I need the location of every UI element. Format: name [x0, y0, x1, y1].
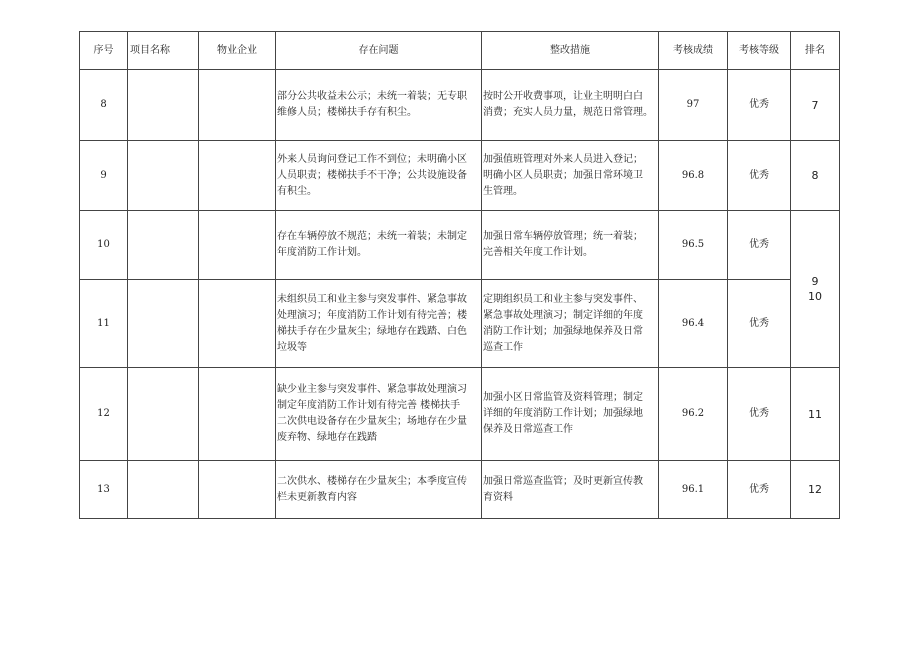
grade-cell: 优秀: [728, 211, 791, 280]
company-cell: [199, 141, 276, 211]
measures-cell: 按时公开收费事项，让业主明明白白 消费；充实人员力量，规范日常管理。: [482, 70, 659, 141]
rank-cell: 12: [791, 461, 840, 519]
project-cell: [128, 280, 199, 368]
problems-cell: 缺少业主参与突发事件、紧急事故处理演习 制定年度消防工作计划有待完善 楼梯扶手 二次供电设备存在少量灰尘；场地存在少量 废弃物、绿地存在践踏: [276, 368, 482, 461]
seq-cell: 8: [80, 70, 128, 141]
seq-cell: 10: [80, 211, 128, 280]
company-cell: [199, 70, 276, 141]
company-cell: [199, 368, 276, 461]
project-cell: [128, 141, 199, 211]
problems-cell: 外来人员询问登记工作不到位；未明确小区 人员职责；楼梯扶手不干净；公共设施设备 有积尘。: [276, 141, 482, 211]
grade-cell: 优秀: [728, 368, 791, 461]
seq-cell: 12: [80, 368, 128, 461]
rank-cell: 8: [791, 141, 840, 211]
seq-cell: 13: [80, 461, 128, 519]
score-cell: 96.5: [659, 211, 728, 280]
grade-cell: 优秀: [728, 141, 791, 211]
company-cell: [199, 461, 276, 519]
measures-cell: 定期组织员工和业主参与突发事件、 紧急事故处理演习；制定详细的年度 消防工作计划；加强绿地保养及日常 巡查工作: [482, 280, 659, 368]
header-company: 物业企业: [199, 32, 276, 70]
table-row: [80, 368, 840, 461]
header-measures: 整改措施: [482, 32, 659, 70]
measures-cell: 加强小区日常监管及资料管理；制定 详细的年度消防工作计划；加强绿地 保养及日常巡查工作: [482, 368, 659, 461]
problems-cell: 二次供水、楼梯存在少量灰尘；本季度宣传 栏未更新教育内容: [276, 461, 482, 519]
measures-cell: 加强日常车辆停放管理；统一着装； 完善相关年度工作计划。: [482, 211, 659, 280]
rank-cell: 7: [791, 70, 840, 141]
grade-cell: 优秀: [728, 461, 791, 519]
assessment-table: [79, 31, 840, 519]
problems-cell: 部分公共收益未公示；未统一着装；无专职 维修人员；楼梯扶手存有积尘。: [276, 70, 482, 141]
header-rank: 排名: [791, 32, 840, 70]
score-cell: 96.4: [659, 280, 728, 368]
rank-cell: 11: [791, 368, 840, 461]
header-grade: 考核等级: [728, 32, 791, 70]
problems-cell: 未组织员工和业主参与突发事件、紧急事故 处理演习；年度消防工作计划有待完善；楼 梯扶手存在少量灰尘；绿地存在践踏、白色 垃圾等: [276, 280, 482, 368]
header-seq: 序号: [80, 32, 128, 70]
header-problems: 存在问题: [276, 32, 482, 70]
score-cell: 97: [659, 70, 728, 141]
header-row: [80, 32, 840, 70]
seq-cell: 11: [80, 280, 128, 368]
rank-cell-merged: 9 10: [791, 211, 840, 368]
score-cell: 96.8: [659, 141, 728, 211]
seq-cell: 9: [80, 141, 128, 211]
score-cell: 96.2: [659, 368, 728, 461]
company-cell: [199, 211, 276, 280]
grade-cell: 优秀: [728, 280, 791, 368]
project-cell: [128, 70, 199, 141]
table-row: [80, 211, 840, 280]
company-cell: [199, 280, 276, 368]
project-cell: [128, 461, 199, 519]
table-row: [80, 461, 840, 519]
measures-cell: 加强值班管理对外来人员进入登记； 明确小区人员职责；加强日常环境卫 生管理。: [482, 141, 659, 211]
score-cell: 96.1: [659, 461, 728, 519]
grade-cell: 优秀: [728, 70, 791, 141]
header-project: 项目名称: [128, 32, 199, 70]
table-row: [80, 280, 840, 368]
problems-cell: 存在车辆停放不规范；未统一着装；未制定 年度消防工作计划。: [276, 211, 482, 280]
table-row: [80, 70, 840, 141]
table-row: [80, 141, 840, 211]
project-cell: [128, 368, 199, 461]
header-score: 考核成绩: [659, 32, 728, 70]
measures-cell: 加强日常巡查监管；及时更新宣传教 育资料: [482, 461, 659, 519]
project-cell: [128, 211, 199, 280]
